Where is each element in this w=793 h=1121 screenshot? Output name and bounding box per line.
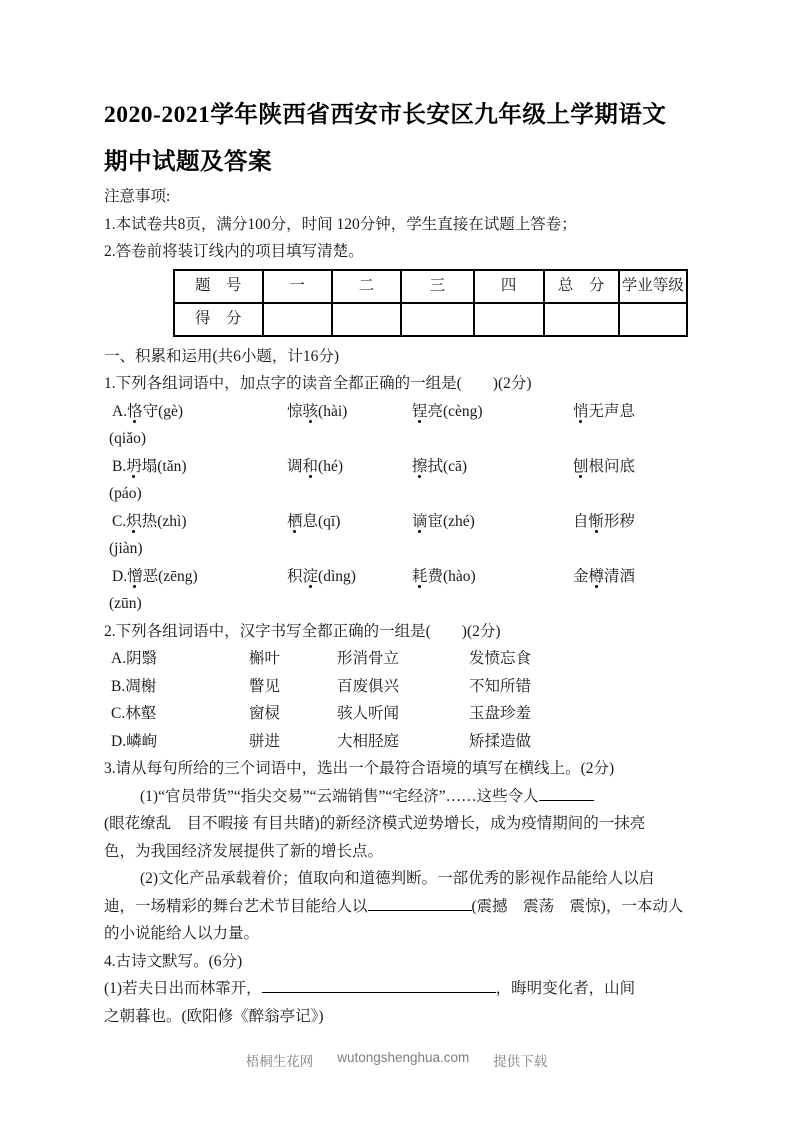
score-table-header-cell: 二: [332, 270, 401, 303]
score-table-header-cell: 四: [474, 270, 544, 303]
word-group: 骈进: [249, 732, 281, 750]
q3-part2-line1: (2)文化产品承载着价；值取向和道德判断。一部优秀的影视作品能给人以启: [140, 870, 655, 887]
dotted-char: 憎: [127, 567, 143, 585]
score-table-header-cell: 学业等级: [619, 270, 687, 303]
word-group: 不知所错: [469, 677, 532, 695]
dotted-char: 坍: [126, 457, 142, 475]
notice-item-1: 1.本试卷共8页，满分100分，时间 120分钟，学生直接在试题上答卷；: [104, 215, 577, 233]
notice-item-2: 2.答卷前将装订线内的项目填写清楚。: [104, 243, 364, 260]
word-group: 擦拭(cā): [412, 457, 468, 475]
q3-part2-line2: 迪，一场精彩的舞台艺术节目能给人以 (震撼 震荡 震惊)，一本动人: [104, 893, 688, 921]
score-table-header-cell: 题 号: [174, 270, 263, 303]
word-group: D.憎恶(zēng): [112, 567, 198, 585]
dotted-char: 栖: [287, 512, 303, 530]
q1-option-row-b: [112, 453, 688, 481]
word-group: 槲叶: [249, 650, 281, 667]
q4-line2: 之朝暮也。(欧阳修《醉翁亭记》): [104, 1007, 324, 1025]
word-group: 锃亮(cèng): [412, 402, 483, 420]
word-group: A.阴翳: [111, 650, 158, 667]
q4-line1: (1)若夫日出而林霏开， ，晦明变化者，山间: [104, 975, 688, 1003]
score-cell-empty: [401, 303, 474, 336]
word-group: 玉盘珍羞: [469, 705, 532, 722]
word-group: B.坍塌(tǎn): [112, 457, 187, 475]
dotted-char: 耗: [412, 567, 428, 585]
score-table-score-row: [174, 303, 687, 336]
footer-site-name: 梧桐生花网: [245, 1054, 314, 1069]
section-1-heading: 一、积累和运用(共6小题，计16分): [104, 347, 340, 365]
word-group: 刨根问底: [573, 457, 636, 475]
q1-stem: 1.下列各组词语中，加点字的读音全都正确的一组是( )(2分): [104, 375, 532, 392]
q2-stem: 2.下列各组词语中，汉字书写全都正确的一组是( )(2分): [104, 622, 501, 640]
dotted-char: 锃: [412, 402, 428, 420]
q1-option-row-c: [112, 508, 688, 536]
q3-part1-line3: 色，为我国经济发展提供了新的增长点。: [104, 842, 384, 860]
answer-blank: [539, 785, 594, 801]
dotted-char: 悄: [573, 402, 589, 420]
notice-heading: 注意事项:: [104, 188, 171, 205]
q4-stem: 4.古诗文默写。(6分): [104, 952, 243, 970]
dotted-char: 谪: [412, 512, 428, 530]
q1-pinyin-continuation: (páo): [109, 485, 142, 502]
score-table-header-row: [174, 270, 687, 303]
document-body: [104, 183, 688, 1030]
word-group: 栖息(qī): [287, 512, 341, 530]
score-table-header-cell: 三: [401, 270, 474, 303]
page-footer: [0, 1050, 793, 1070]
word-group: 百废俱兴: [337, 677, 400, 695]
word-group: 发愤忘食: [469, 650, 532, 667]
word-group: 谪宦(zhé): [412, 512, 475, 530]
score-cell-empty: [332, 303, 401, 336]
word-group: C.林壑: [111, 705, 157, 722]
footer-site-url: wutongshenghua.com: [337, 1050, 470, 1065]
word-group: 瞥见: [249, 677, 281, 695]
word-group: 矫揉造做: [469, 732, 532, 750]
q3-part2-line3: 的小说能给人以力量。: [104, 925, 260, 942]
score-table: [173, 269, 688, 337]
q2-option-row-a: [111, 645, 688, 673]
dotted-char: 樽: [588, 567, 605, 585]
q3-part1-line1: (1)“官员带货”“指尖交易”“云端销售”“宅经济”……这些令人: [104, 783, 688, 811]
q1-pinyin-continuation: (qiǎo): [109, 430, 147, 447]
title-line-1: 2020-2021学年陕西省西安市长安区九年级上学期语文: [104, 102, 667, 128]
score-table-header-cell: 总 分: [544, 270, 619, 303]
score-table-header-cell: 一: [263, 270, 332, 303]
word-group: 形消骨立: [337, 650, 400, 667]
dotted-char: 骇: [302, 402, 319, 420]
dotted-char: 炽: [126, 512, 142, 530]
dotted-char: 和: [302, 457, 319, 475]
dotted-char: 擦: [412, 457, 428, 475]
q2-option-row-b: [111, 673, 688, 701]
q3-stem: 3.请从每句所给的三个词语中，选出一个最符合语境的填写在横线上。(2分): [104, 760, 615, 777]
word-group: 骇人听闻: [337, 705, 400, 722]
footer-download-label: 提供下载: [493, 1054, 548, 1069]
word-group: B.凋榭: [111, 677, 157, 695]
dotted-char: 恪: [127, 402, 143, 420]
word-group: 调和(hé): [287, 457, 343, 475]
score-cell-empty: [619, 303, 687, 336]
title-line-2: 期中试题及答案: [104, 149, 272, 175]
word-group: 大相胫庭: [337, 732, 400, 750]
q3-part1-line2: (眼花缭乱 目不暇接 有目共睹)的新经济模式逆势增长，成为疫情期间的一抹亮: [104, 815, 646, 832]
page-title: [104, 92, 704, 186]
word-group: 窗棂: [249, 705, 281, 722]
dotted-char: 刨: [573, 457, 589, 475]
q2-option-row-c: [111, 700, 688, 728]
score-cell-empty: [474, 303, 544, 336]
word-group: 金樽清酒: [573, 567, 636, 585]
answer-blank: [368, 895, 472, 911]
score-cell-empty: [544, 303, 619, 336]
q1-pinyin-continuation: (zūn): [109, 595, 142, 612]
dotted-char: 惭: [588, 512, 605, 530]
q1-option-row-d: [112, 563, 688, 591]
word-group: 悄无声息: [573, 402, 636, 420]
dotted-char: 淀: [302, 567, 319, 585]
score-row-label: 得 分: [174, 303, 263, 336]
word-group: 积淀(dìng): [287, 567, 356, 585]
word-group: A.恪守(gè): [112, 402, 184, 420]
answer-blank: [262, 977, 496, 993]
score-cell-empty: [263, 303, 332, 336]
word-group: C.炽热(zhì): [112, 512, 187, 530]
word-group: 自惭形秽: [573, 512, 636, 530]
q1-pinyin-continuation: (jiàn): [109, 540, 143, 557]
word-group: D.嶙峋: [111, 732, 158, 750]
q1-option-row-a: [112, 398, 688, 426]
word-group: 耗费(hào): [412, 567, 476, 585]
q2-option-row-d: [111, 728, 688, 756]
word-group: 惊骇(hài): [287, 402, 348, 420]
